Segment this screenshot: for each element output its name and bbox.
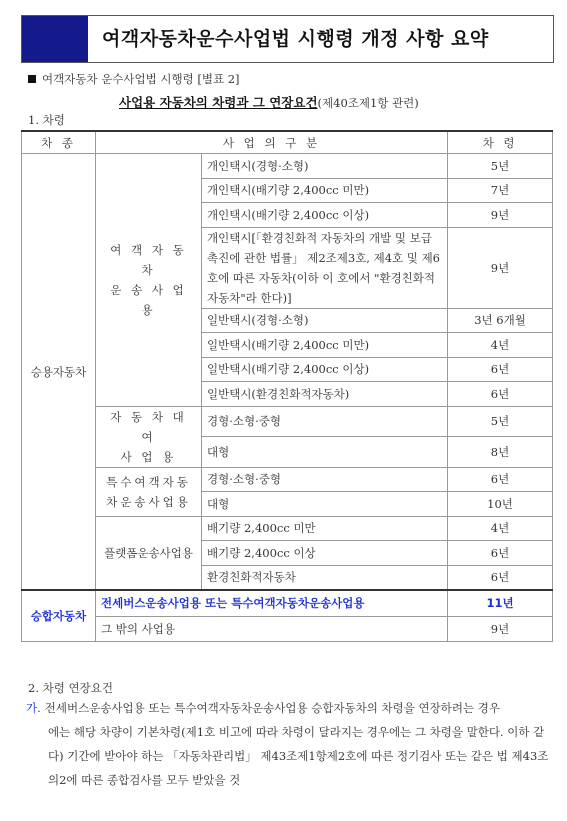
row-desc: 일반택시(배기량 2,400cc 미만) <box>202 333 448 358</box>
table-title-note: (제40조제1항 관련) <box>317 96 419 110</box>
row-desc: 경형·소형·중형 <box>202 467 448 492</box>
title-accent-block <box>22 16 88 62</box>
row-age: 7년 <box>448 178 553 203</box>
title-box <box>21 15 554 63</box>
row-desc: 대형 <box>202 492 448 517</box>
table-title-main: 사업용 자동차의 차령과 그 연장요건 <box>119 95 318 110</box>
row-desc: 배기량 2,400cc 미만 <box>202 516 448 541</box>
van-row-age: 11년 <box>448 590 553 616</box>
list-marker: 가. <box>26 701 41 715</box>
row-age: 6년 <box>448 541 553 566</box>
row-desc: 환경친화적자동차 <box>202 565 448 590</box>
row-desc: 대형 <box>202 437 448 468</box>
row-age: 4년 <box>448 333 553 358</box>
row-age: 9년 <box>448 227 553 308</box>
para-continuation: 에는 해당 차량이 기본차령(제1호 비고에 따라 차령이 달라지는 경우에는 그 차령을 말한다. 이하 같다) 기간에 받아야 하는 「자동차관리법」 제43조제1항제2호에 따른 정기검사 또는 같은 법 제43조의2에 따른 종합검사를 모두 받았을 것 <box>48 725 549 787</box>
row-desc: 일반택시(경형·소형) <box>202 308 448 333</box>
row-desc: 배기량 2,400cc 이상 <box>202 541 448 566</box>
header-business-type: 사 업 의 구 분 <box>96 131 448 154</box>
source-note: 여객자동차 운수사업법 시행령 [별표 2] <box>28 71 240 87</box>
extension-requirement-paragraph <box>26 696 556 792</box>
row-age: 6년 <box>448 382 553 407</box>
vehicle-type-passenger: 승용자동차 <box>22 154 96 591</box>
square-bullet-icon <box>28 75 36 83</box>
row-desc: 개인택시(배기량 2,400cc 이상) <box>202 203 448 228</box>
section-heading-1: 1. 차령 <box>28 113 65 127</box>
row-desc: 일반택시(배기량 2,400cc 이상) <box>202 357 448 382</box>
row-age: 5년 <box>448 154 553 179</box>
row-desc: 개인택시(경형·소형) <box>202 154 448 179</box>
section-heading-2: 2. 차령 연장요건 <box>28 681 113 695</box>
van-row-desc: 전세버스운송사업용 또는 특수여객자동차운송사업용 <box>96 590 448 616</box>
row-age: 6년 <box>448 565 553 590</box>
van-row-age: 9년 <box>448 616 553 642</box>
page-title: 여객자동차운수사업법 시행령 개정 사항 요약 <box>102 28 489 50</box>
row-desc: 개인택시(배기량 2,400cc 미만) <box>202 178 448 203</box>
group-special: 특수여객자동 차운송사업용 <box>96 467 202 516</box>
row-age: 3년 6개월 <box>448 308 553 333</box>
row-age: 4년 <box>448 516 553 541</box>
row-age: 8년 <box>448 437 553 468</box>
row-desc: 개인택시[「환경친화적 자동차의 개발 및 보급 촉진에 관한 법률」 제2조제3호, 제4호 및 제6호에 따른 자동차(이하 이 호에서 "환경친화적자동차"라 한다)] <box>202 227 448 308</box>
row-age: 6년 <box>448 357 553 382</box>
group-rental: 자 동 차 대 여 사 업 용 <box>96 406 202 467</box>
header-vehicle-type: 차 종 <box>22 131 96 154</box>
group-platform: 플랫폼운송사업용 <box>96 516 202 590</box>
para-first-line: 전세버스운송사업용 또는 특수여객자동차운송사업용 승합자동차의 차령을 연장하려는 경우 <box>44 701 500 715</box>
row-age: 9년 <box>448 203 553 228</box>
row-age: 6년 <box>448 467 553 492</box>
table-title <box>119 93 419 111</box>
group-passenger-transport: 여 객 자 동 차 운 송 사 업 용 <box>96 154 202 407</box>
row-age: 5년 <box>448 406 553 437</box>
vehicle-type-van: 승합자동차 <box>22 590 96 642</box>
vehicle-age-table <box>21 130 553 642</box>
row-age: 10년 <box>448 492 553 517</box>
row-desc: 일반택시(환경친화적자동차) <box>202 382 448 407</box>
row-desc: 경형·소형·중형 <box>202 406 448 437</box>
van-row-desc: 그 밖의 사업용 <box>96 616 448 642</box>
header-vehicle-age: 차 령 <box>448 131 553 154</box>
